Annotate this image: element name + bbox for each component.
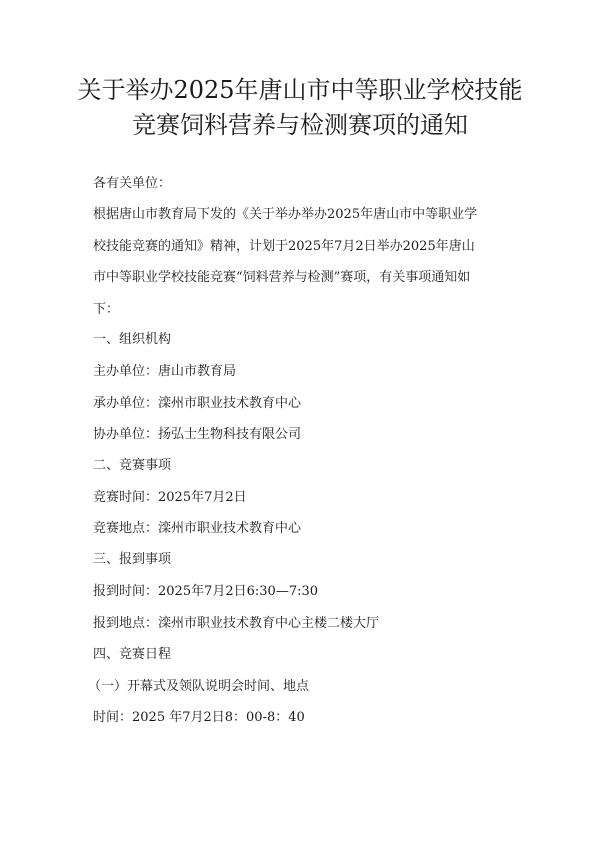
section-heading-organization: 一、组织机构 [93,332,172,347]
intro-line: 下： [93,302,120,317]
title-line-1: 关于举办2025年唐山市中等职业学校技能 [77,76,523,104]
registration-time: 报到时间：2025年7月2日6:30—7:30 [93,584,319,599]
intro-line: 校技能竞赛的通知》精神，计划于2025年7月2日举办2025年唐山 [93,239,475,254]
section-heading-schedule: 四、竞赛日程 [93,647,172,662]
section-heading-registration: 三、报到事项 [93,552,172,567]
opening-subheading: （一）开幕式及领队说明会时间、地点 [88,679,310,694]
salutation: 各有关单位： [93,176,172,191]
co-organizer-unit: 协办单位：扬弘士生物科技有限公司 [93,427,302,442]
host-unit: 主办单位：唐山市教育局 [93,364,237,379]
opening-time: 时间：2025 年7月2日8：00-8：40 [93,710,305,725]
title-line-2: 竞赛饲料营养与检测赛项的通知 [132,111,468,139]
intro-line: 根据唐山市教育局下发的《关于举办举办2025年唐山市中等职业学 [93,207,478,222]
intro-line: 市中等职业学校技能竞赛“饲料营养与检测”赛项，有关事项通知如 [93,270,471,285]
competition-place: 竞赛地点：滦州市职业技术教育中心 [93,521,302,536]
registration-place: 报到地点：滦州市职业技术教育中心主楼二楼大厅 [93,616,380,631]
organizer-unit: 承办单位：滦州市职业技术教育中心 [93,396,302,411]
competition-time: 竞赛时间：2025年7月2日 [93,490,247,505]
section-heading-matters: 二、竞赛事项 [93,458,172,473]
